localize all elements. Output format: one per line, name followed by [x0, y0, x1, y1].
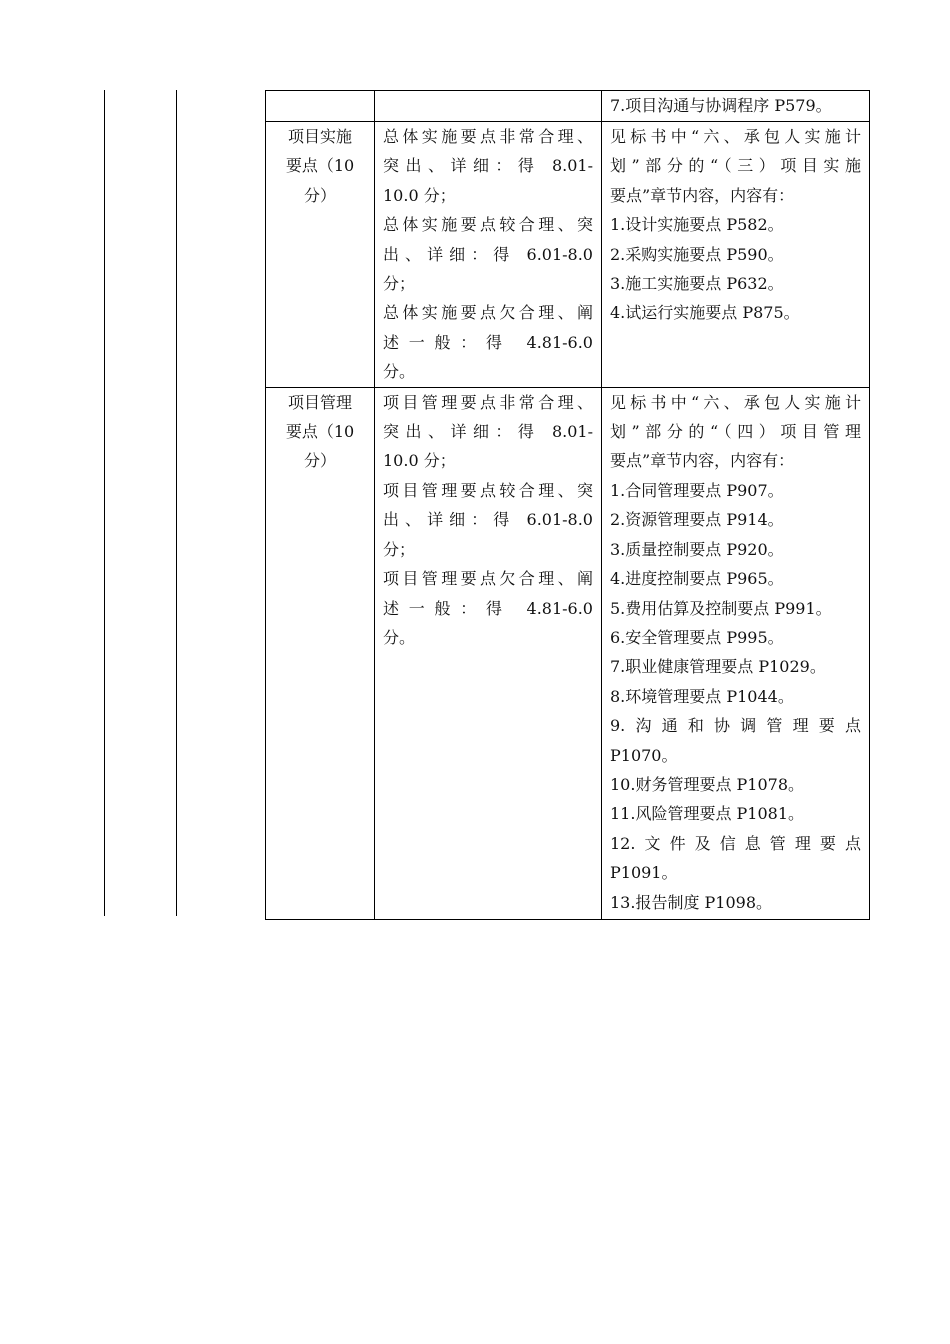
standard-line: 突出、详细：得 8.01-	[383, 156, 593, 176]
standard-line: 分；	[383, 539, 416, 559]
reference-line: 11.风险管理要点 P1081。	[610, 804, 805, 824]
table-row	[266, 122, 870, 388]
reference-line: 8.环境管理要点 P1044。	[610, 686, 794, 706]
standard-line: 出、详细：得 6.01-8.0	[383, 244, 593, 264]
item-line: 项目管理	[287, 392, 352, 412]
reference-cell	[602, 91, 870, 122]
standard-line: 项目管理要点非常合理、	[383, 392, 593, 412]
reference-line: 要点”章节内容，内容有：	[610, 185, 795, 205]
reference-line: 3.施工实施要点 P632。	[610, 274, 784, 294]
standard-line: 总体实施要点欠合理、阐	[383, 303, 593, 323]
standard-line: 总体实施要点较合理、突	[383, 215, 593, 235]
standard-line: 分。	[383, 362, 416, 382]
reference-line: 12.文件及信息管理要点	[610, 833, 861, 853]
item-line: 分）	[303, 451, 336, 471]
item-line: 要点（10	[285, 422, 355, 442]
item-line: 要点（10	[285, 156, 355, 176]
reference-line: 10.财务管理要点 P1078。	[610, 774, 805, 794]
standard-cell	[375, 122, 602, 388]
reference-line: 1.设计实施要点 P582。	[610, 215, 784, 235]
reference-line: 要点”章节内容，内容有：	[610, 451, 795, 471]
reference-line: 1.合同管理要点 P907。	[610, 480, 784, 500]
item-line: 分）	[303, 185, 336, 205]
scoring-table	[265, 90, 870, 920]
table-row	[266, 91, 870, 122]
reference-line: 13.报告制度 P1098。	[610, 892, 773, 912]
table-row	[266, 387, 870, 919]
standard-line: 10.0 分；	[383, 451, 456, 471]
standard-line: 出、详细：得 6.01-8.0	[383, 510, 593, 530]
standard-cell-empty	[375, 91, 602, 122]
reference-line: 5.费用估算及控制要点 P991。	[610, 598, 832, 618]
reference-line: P1091。	[610, 863, 678, 883]
item-cell	[266, 122, 375, 388]
reference-line: 9.沟通和协调管理要点	[610, 716, 861, 736]
standard-line: 分。	[383, 627, 416, 647]
reference-line: 2.采购实施要点 P590。	[610, 244, 784, 264]
reference-line: 划”部分的“（三）项目实施	[610, 156, 861, 176]
reference-line: 见标书中“六、承包人实施计	[610, 127, 861, 146]
standard-line: 项目管理要点欠合理、阐	[383, 569, 593, 589]
reference-line: 3.质量控制要点 P920。	[610, 539, 784, 559]
left-column-divider	[176, 90, 177, 916]
reference-line: P1070。	[610, 745, 678, 765]
reference-line: 7.职业健康管理要点 P1029。	[610, 657, 826, 677]
left-table-border	[104, 90, 105, 916]
standard-line: 分；	[383, 274, 416, 294]
reference-cell	[602, 387, 870, 919]
reference-line: 划”部分的“（四）项目管理	[610, 422, 861, 442]
standard-line: 总体实施要点非常合理、	[383, 127, 593, 146]
standard-line: 项目管理要点较合理、突	[383, 480, 593, 500]
reference-line: 7.项目沟通与协调程序 P579。	[610, 96, 832, 115]
standard-line: 突出、详细：得 8.01-	[383, 422, 593, 442]
standard-cell	[375, 387, 602, 919]
item-cell	[266, 387, 375, 919]
standard-line: 10.0 分；	[383, 185, 456, 205]
reference-line: 4.试运行实施要点 P875。	[610, 303, 800, 323]
reference-line: 2.资源管理要点 P914。	[610, 510, 784, 530]
item-cell-empty	[266, 91, 375, 122]
reference-cell	[602, 122, 870, 388]
reference-line: 4.进度控制要点 P965。	[610, 569, 784, 589]
standard-line: 述一般：得 4.81-6.0	[383, 332, 593, 352]
reference-line: 见标书中“六、承包人实施计	[610, 392, 861, 412]
item-line: 项目实施	[287, 127, 352, 146]
standard-line: 述一般：得 4.81-6.0	[383, 598, 593, 618]
reference-line: 6.安全管理要点 P995。	[610, 627, 784, 647]
